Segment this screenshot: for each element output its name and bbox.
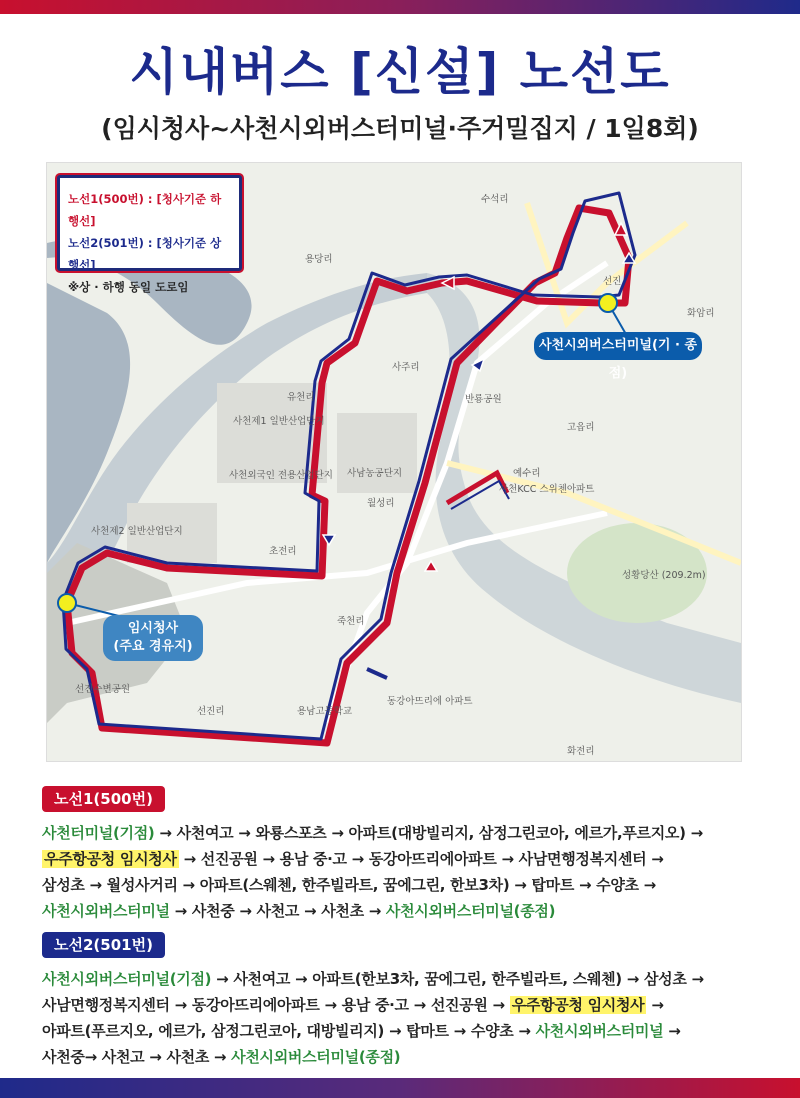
page-title: 시내버스 [신설] 노선도 xyxy=(129,43,671,101)
hall-callout-sub: (주요 경유지) xyxy=(113,639,193,654)
map-label: 반룡공원 xyxy=(465,394,502,405)
route1-terminal: 사천시외버스터미널 xyxy=(42,902,170,920)
map-label: 용당리 xyxy=(305,254,333,265)
route1-seg: → 사천여고 → 와룡스포츠 → 아파트(대방빌리지, 삼정그린코아, 에르가,푸르지오) → xyxy=(159,824,703,842)
legend-note: ※상 · 하행 동일 도로임 xyxy=(68,280,189,294)
map-label: 사남농공단지 xyxy=(347,468,403,479)
route1-origin: 사천터미널(기점) xyxy=(42,824,155,842)
page-subtitle: (임시청사~사천시외버스터미널·주거밀집지 / 1일8회) xyxy=(101,114,699,143)
route2-spur xyxy=(367,669,387,678)
map-label: 사천KCC 스위첸아파트 xyxy=(499,484,595,495)
route2-seg: 사남면행정복지센터 → 동강아뜨리에아파트 → 용남 중·고 → 선진공원 → xyxy=(42,996,505,1014)
route2-end: 사천시외버스터미널(종점) xyxy=(231,1048,401,1066)
route2-origin: 사천시외버스터미널(기점) xyxy=(42,970,212,988)
legend-line1: 노선1(500번) : [청사기준 하행선] xyxy=(68,192,222,228)
route2-temp-hall: 우주항공청 임시청사 xyxy=(511,996,645,1014)
map-label: 초전리 xyxy=(269,546,297,557)
map-label: 용남고등학교 xyxy=(297,706,353,717)
legend-line2: 노선2(501번) : [청사기준 상행선] xyxy=(68,236,222,272)
map-label: 예수리 xyxy=(513,468,541,479)
route1-seg: → 선진공원 → 용남 중·고 → 동강아뜨리에아파트 → 사남면행정복지센터 → xyxy=(183,850,664,868)
map-legend xyxy=(57,175,242,294)
map-label: 선진 xyxy=(603,276,622,287)
industrial-block-2 xyxy=(337,413,417,493)
route2-seg: → xyxy=(668,1022,681,1040)
terminal-callout: 사천시외버스터미널(기 · 종점) xyxy=(534,332,702,360)
map-label: 성황당산 (209.2m) xyxy=(622,570,706,581)
route1-end: 사천시외버스터미널(종점) xyxy=(385,902,556,920)
route2-stops xyxy=(42,966,762,1070)
route1-stops xyxy=(42,820,762,924)
map-label: 화전리 xyxy=(567,746,595,757)
hall-stop-icon xyxy=(58,594,76,612)
map-label: 죽천리 xyxy=(337,616,365,627)
map-label: 사천제2 일반산업단지 xyxy=(91,526,183,537)
route2-seg: 사천중→ 사천고 → 사천초 → xyxy=(42,1048,227,1066)
map-label: 동강아뜨리에 아파트 xyxy=(387,696,473,707)
route1-section xyxy=(42,786,762,924)
route1-badge: 노선1(500번) xyxy=(42,786,165,812)
route2-section xyxy=(42,932,762,1070)
route1-seg: 삼성초 → 월성사거리 → 아파트(스웨첸, 한주빌라트, 꿈에그린, 한보3차) → 탑마트 → 수양초 → xyxy=(42,876,656,894)
map-label: 선진수변공원 xyxy=(75,684,131,695)
top-stripe xyxy=(0,0,800,14)
map-label: 사천제1 일반산업단지 xyxy=(233,416,325,427)
map-label: 고읍리 xyxy=(567,422,595,433)
map-label: 선진리 xyxy=(197,706,225,717)
route2-seg: 아파트(푸르지오, 에르가, 삼정그린코아, 대방빌리지) → 탑마트 → 수양초 → xyxy=(42,1022,531,1040)
terminal-stop-icon xyxy=(599,294,617,312)
hall-callout xyxy=(103,615,203,661)
map-label: 유천리 xyxy=(287,392,315,403)
route1-seg: → 사천중 → 사천고 → 사천초 → xyxy=(174,902,381,920)
route2-badge: 노선2(501번) xyxy=(42,932,165,958)
route2-seg: → xyxy=(651,996,664,1014)
route2-terminal: 사천시외버스터미널 xyxy=(535,1022,664,1040)
map-label: 화암리 xyxy=(687,308,715,319)
route2-seg: → 사천여고 → 아파트(한보3차, 꿈에그린, 한주빌라트, 스웨첸) → 삼성초 → xyxy=(216,970,704,988)
map-label: 사주리 xyxy=(392,362,420,373)
hall-callout-title: 임시청사 xyxy=(127,621,179,636)
map-label: 월성리 xyxy=(367,498,395,509)
map-label: 사천외국인 전용산업단지 xyxy=(229,470,333,481)
arrow-icon-6 xyxy=(425,561,437,571)
route-map xyxy=(46,162,742,762)
route1-temp-hall: 우주항공청 임시청사 xyxy=(44,850,177,868)
map-label: 수석리 xyxy=(481,194,509,205)
bottom-stripe xyxy=(0,1078,800,1098)
